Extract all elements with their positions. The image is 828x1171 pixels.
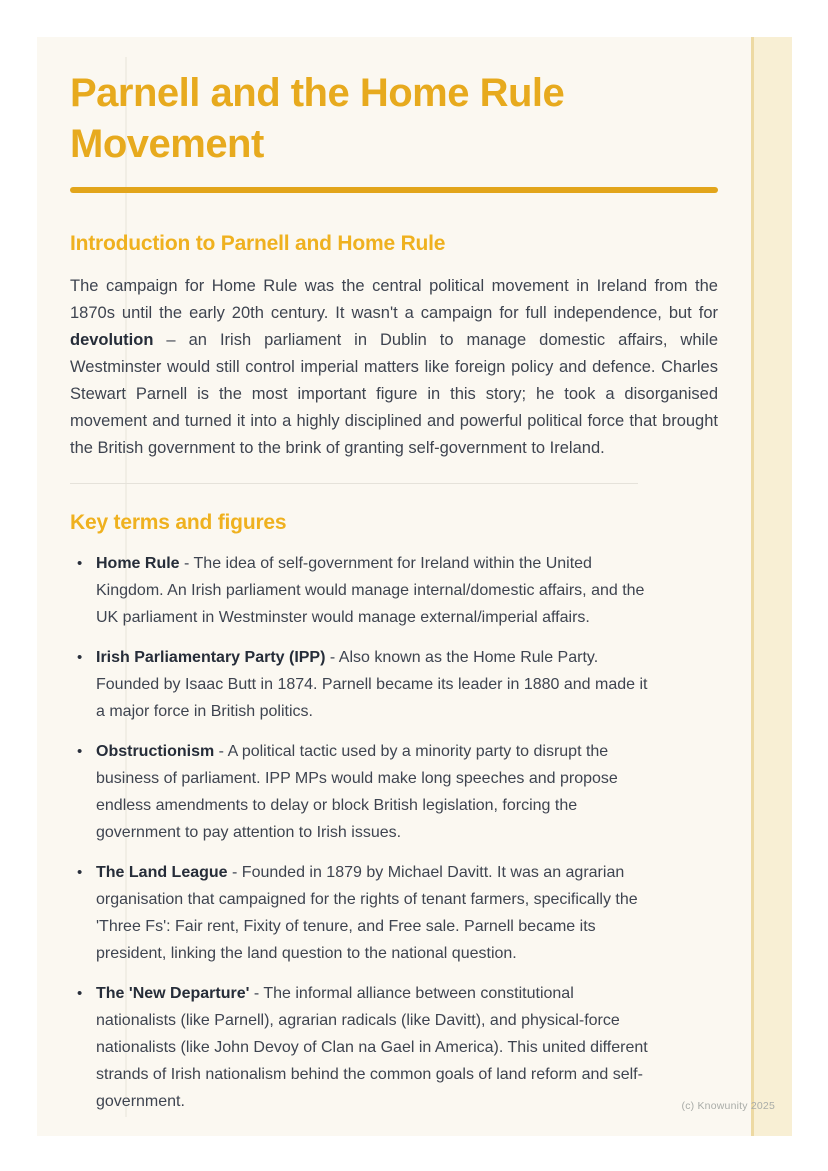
term-description: Also known as the Home Rule Party. Founded by Isaac Butt in 1874. Parnell became its leader in 1880 and made it a major force in British politics. [96,649,648,720]
key-terms-list [70,550,648,1115]
term-separator: - [249,985,264,1002]
list-item [70,980,648,1115]
term-separator: - [325,649,339,666]
intro-paragraph-text-post: – an Irish parliament in Dublin to manage domestic affairs, while Westminster would still control imperial matters like foreign policy and defence. Charles Stewart Parnell is the most important figure in this story; he took a disorganised movement and turned it into a highly disciplined and powerful political force that brought the British government to the brink of granting self-government to Ireland. [70,331,718,457]
term-name: The Land League [96,864,228,881]
intro-paragraph [70,273,718,462]
term-name: Irish Parliamentary Party (IPP) [96,649,326,666]
list-item [70,738,648,846]
intro-paragraph-bold-term: devolution [70,331,154,349]
term-description: The informal alliance between constitutional nationalists (like Parnell), agrarian radicals (like Davitt), and physical-force nationalists (like John Devoy of Clan na Gael in America). This united different strands of Irish nationalism behind the common goals of land reform and self-government. [96,985,648,1110]
list-item [70,644,648,725]
bullet-icon: • [77,649,83,666]
term-description: A political tactic used by a minority party to disrupt the business of parliament. IPP MPs would make long speeches and propose endless amendments to delay or block British legislation, forcing the government to pay attention to Irish issues. [96,743,618,841]
document-page [37,37,792,1136]
bullet-icon: • [77,985,83,1002]
bullet-icon: • [77,864,83,881]
term-name: The 'New Departure' [96,985,250,1002]
bullet-icon: • [77,743,83,760]
bullet-icon: • [77,555,83,572]
term-separator: - [227,864,242,881]
page-edge-strip [751,37,792,1136]
title-underline-rule [70,187,718,193]
copyright-watermark: (c) Knowunity 2025 [681,1100,775,1112]
section-heading-key-terms: Key terms and figures [70,511,287,534]
term-description: The idea of self-government for Ireland within the United Kingdom. An Irish parliament would manage internal/domestic affairs, and the UK parliament in Westminster would manage external/imperial affairs. [96,555,645,626]
intro-paragraph-text-pre: The campaign for Home Rule was the central political movement in Ireland from the 1870s until the early 20th century. It wasn't a campaign for full independence, but for [70,277,718,322]
term-separator: - [214,743,228,760]
section-heading-introduction: Introduction to Parnell and Home Rule [70,232,446,255]
term-name: Obstructionism [96,743,215,760]
term-separator: - [179,555,194,572]
section-divider [70,483,638,484]
term-name: Home Rule [96,555,180,572]
document-content [70,37,718,1128]
term-description: Founded in 1879 by Michael Davitt. It was an agrarian organisation that campaigned for the rights of tenant farmers, specifically the 'Three Fs': Fair rent, Fixity of tenure, and Free sale. Parnell became its president, linking the land question to the national question. [96,864,638,962]
list-item [70,859,648,967]
page-title: Parnell and the Home Rule Movement [70,71,565,166]
list-item [70,550,648,631]
